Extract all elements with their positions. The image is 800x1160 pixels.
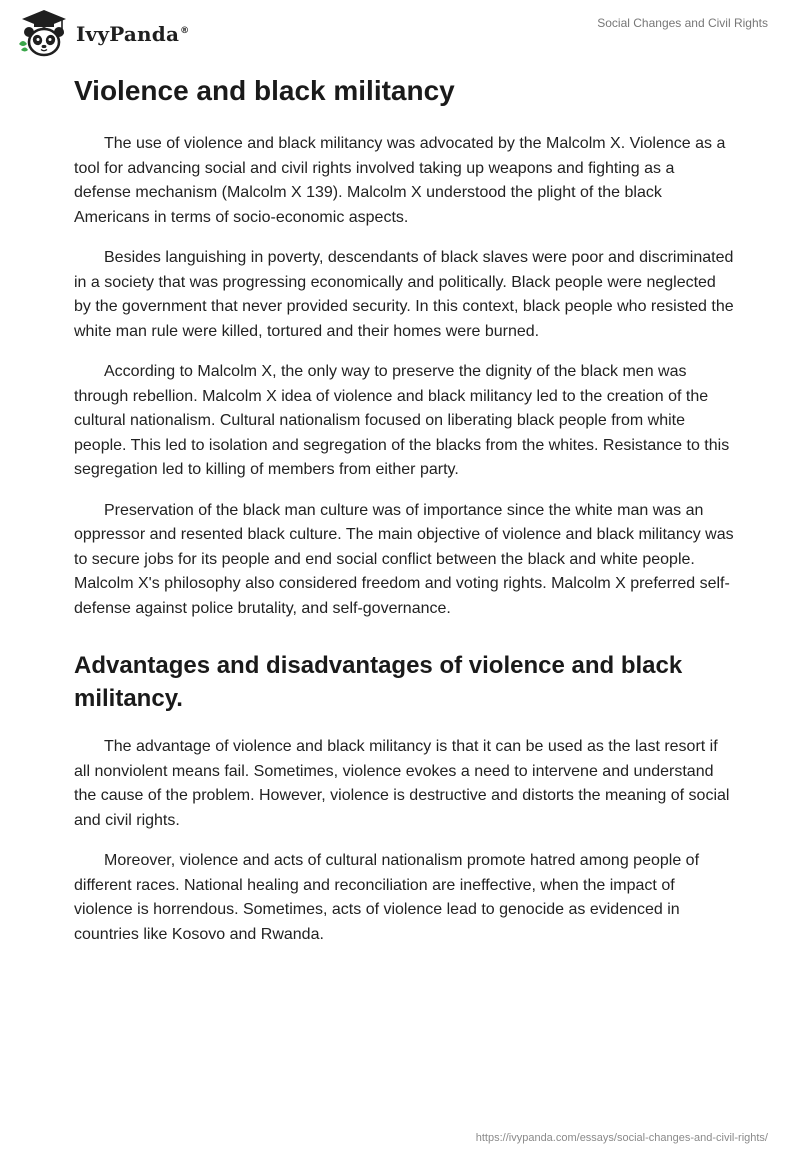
section-heading-advantages: Advantages and disadvantages of violence and black militancy. (74, 652, 683, 712)
brand-name: IvyPanda® (76, 22, 190, 46)
page-header (0, 0, 800, 60)
source-url[interactable]: https://ivypanda.com/essays/social-changes-and-civil-rights/ (475, 1132, 768, 1144)
paragraph: According to Malcolm X, the only way to preserve the dignity of the black men was through rebellion. Malcolm X idea of violence and black militancy led to the creation of the cultural nationalism. Cultural nationalism focused on liberating black people from white people. This led to isolation and segregation of the blacks from the whites. Resistance to this segregation led to killing of members from either party. (74, 363, 730, 478)
paragraph: The advantage of violence and black militancy is that it can be used as the last resort if all nonviolent means fail. Sometimes, violence evokes a need to intervene and understand the cause of the problem. However, violence is destructive and distorts the meaning of social and civil rights. (74, 738, 730, 829)
paragraph: Preservation of the black man culture was of importance since the white man was an oppressor and resented black culture. The main objective of violence and black militancy was to secure jobs for its people and end social conflict between the black and white people. Malcolm X's philosophy also considered freedom and voting rights. Malcolm X preferred self-defense against police brutality, and self-governance. (74, 501, 734, 617)
paragraph: Besides languishing in poverty, descendants of black slaves were poor and discriminated in a society that was progressing economically and politically. Black people were neglected by the government that never provided security. In this context, black people who resisted the white man rule were killed, tortured and their homes were burned. (74, 249, 734, 340)
panda-graduate-icon (16, 8, 72, 58)
paragraph: The use of violence and black militancy was advocated by the Malcolm X. Violence as a tool for advancing social and civil rights involved taking up weapons and fighting as a defense mechanism (Malcolm X 139). Malcolm X understood the plight of the black Americans in terms of socio-economic aspects. (74, 135, 726, 226)
document-title: Social Changes and Civil Rights (597, 16, 768, 30)
essay-content (74, 66, 734, 963)
registered-mark: ® (180, 26, 190, 37)
section-heading-violence: Violence and black militancy (74, 75, 455, 106)
brand-logo[interactable] (16, 8, 189, 58)
paragraph: Moreover, violence and acts of cultural nationalism promote hatred among people of different races. National healing and reconciliation are ineffective, when the impact of violence is horrendous. Sometimes, acts of violence lead to genocide as evidenced in countries like Kosovo and Rwanda. (74, 852, 700, 943)
